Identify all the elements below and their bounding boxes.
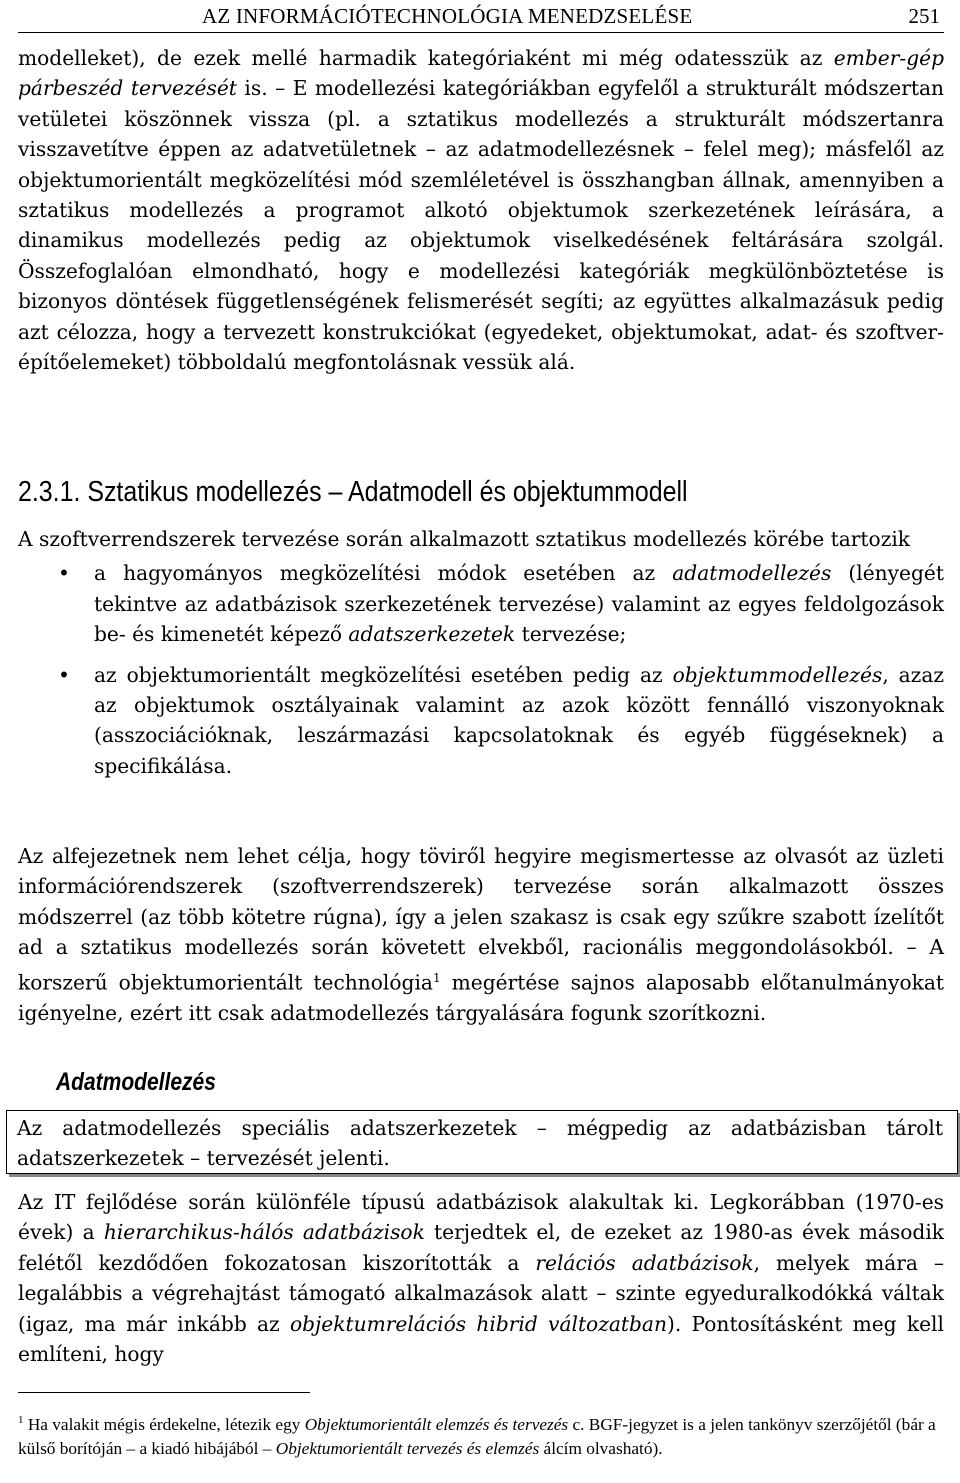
bullet-icon: • <box>58 662 70 687</box>
text-run: a hagyományos megközelítési módok esetében az <box>94 561 673 586</box>
text-run: álcím olvasható). <box>539 1439 663 1459</box>
italic-term: relációs adatbázisok <box>535 1250 754 1275</box>
italic-term: Objektumorientált tervezés és elemzés <box>275 1439 540 1459</box>
text-run: tervezése; <box>515 622 627 647</box>
text-run: modelleket), de ezek mellé harmadik kategóriaként mi még odatesszük az <box>18 46 834 70</box>
italic-term: ember-gép párbeszéd tervezését <box>18 46 944 101</box>
text-run: Az IT fejlődése során különféle típusú adatbázisok alakultak ki. Legkorábban (1970-es évek) a <box>18 1190 944 1245</box>
footnote-mark: 1 <box>18 1414 24 1426</box>
text-run: az objektumorientált megközelítési esetében pedig az <box>94 662 673 687</box>
paragraph-scope-limits-text <box>18 841 944 1028</box>
italic-term: Objektumorientált elemzés és tervezés <box>304 1414 569 1434</box>
static-modeling-scope <box>18 524 944 781</box>
subheading: Adatmodellezés <box>56 1068 216 1096</box>
footnote-separator <box>18 1392 310 1393</box>
text-run: Ha valakit mégis érdekelne, létezik egy <box>23 1414 305 1434</box>
footnote <box>18 1408 944 1462</box>
page-number: 251 <box>908 4 940 28</box>
italic-term: adatmodellezés <box>672 561 832 586</box>
definition-box <box>6 1110 958 1174</box>
text-run: , melyek mára – legalábbis a végrehajtást támogató alkalmazások alatt – szinte egyeduralkodókká váltak (igaz, ma már inkább az <box>18 1250 945 1336</box>
paragraph-database-history-text <box>18 1187 944 1369</box>
italic-term: objektummodellezés <box>672 662 883 687</box>
text-run: Az alfejezetnek nem lehet célja, hogy töviről hegyire megismertesse az olvasót az üzleti információrendszerek (szoftverrendszerek) tervezése során alkalmazott összes módszerrel (az több kötetre rúgna), így a jelen szakasz is csak egy szűkre szabott ízelítőt ad a sztatikus modellezés során követett elvekből, racionális meggondolásokból. – A korszerű objektumorientált technológia <box>18 844 944 995</box>
italic-term: adatszerkezetek <box>348 622 516 647</box>
text-run: ). Pontosításként meg kell említeni, hogy <box>18 1311 944 1367</box>
running-header-title: AZ INFORMÁCIÓTECHNOLÓGIA MENEDZSELÉSE <box>202 4 693 28</box>
text-run: terjedtek el, de ezeket az 1980-as évek második felétől kezdődően fokozatosan kiszorították a <box>18 1220 945 1275</box>
text-run: is. – E modellezési kategóriákban egyfelől a strukturált módszertan vetületei köszönnek vissza (pl. a sztatikus modellezés a strukturált módszertanra visszavetítve éppen az adatvetületnek – az adatmodellezésnek – felel meg); másfelől az objektumorientált megközelítési mód szemléletével is összhangban állnak, amennyiben a sztatikus modellezés a programot alkotó objektumok szerkezetének leírására, a dinamikus modellezés pedig az objektumok viselkedésének feltárására szolgál. Összefoglalóan elmondható, hogy e modellezési kategóriák megkülönböztetése is bizonyos döntések függetlenségének felismerését segíti; az együttes alkalmazásuk pedig azt célozza, hogy a tervezett konstrukciókat (egyedeket, objektumokat, adat- és szoftver-építőelemeket) többoldalú megfontolásnak vessük alá. <box>18 76 945 375</box>
paragraph-intro <box>18 43 944 377</box>
bullet-list <box>18 558 944 781</box>
text-run: megértése sajnos alaposabb előtanulmányokat igényelne, ezért itt csak adatmodellezés tárgyalására fogunk szorítkozni. <box>18 970 944 1025</box>
text-run: , azaz az objektumok osztályainak valamint az azok között fennálló viszonyoknak (asszociációknak, leszármazási kapcsolatoknak és egyéb függéseknek) a specifikálása. <box>94 662 944 778</box>
definition-text: Az adatmodellezés speciális adatszerkezetek – mégpedig az adatbázisban tárolt adatszerkezetek – tervezését jelenti. <box>17 1116 943 1171</box>
paragraph-intro-text <box>18 43 944 377</box>
paragraph-scope: A szoftverrendszerek tervezése során alkalmazott sztatikus modellezés körébe tartozik <box>18 527 911 551</box>
paragraph-scope-limits <box>18 841 944 1028</box>
list-item <box>18 660 944 782</box>
section-heading: 2.3.1. Sztatikus modellezés – Adatmodell és objektummodell <box>18 476 688 508</box>
list-item <box>18 558 944 649</box>
paragraph-database-history <box>18 1187 944 1369</box>
text-run: c. BGF-jegyzet is a jelen tankönyv szerzőjétől (bár a külső borítóján – a kiadó hibájából – <box>18 1414 936 1459</box>
text-run: (lényegét tekintve az adatbázisok szerkezetének tervezése) valamint az egyes feldolgozások be- és kimenetét képező <box>94 561 944 647</box>
footnote-reference[interactable]: 1 <box>432 970 441 985</box>
italic-term: objektumrelációs hibrid változatban <box>289 1311 667 1336</box>
running-header <box>18 2 944 33</box>
italic-term: hierarchikus-hálós adatbázisok <box>103 1220 425 1245</box>
bullet-icon: • <box>58 561 70 586</box>
